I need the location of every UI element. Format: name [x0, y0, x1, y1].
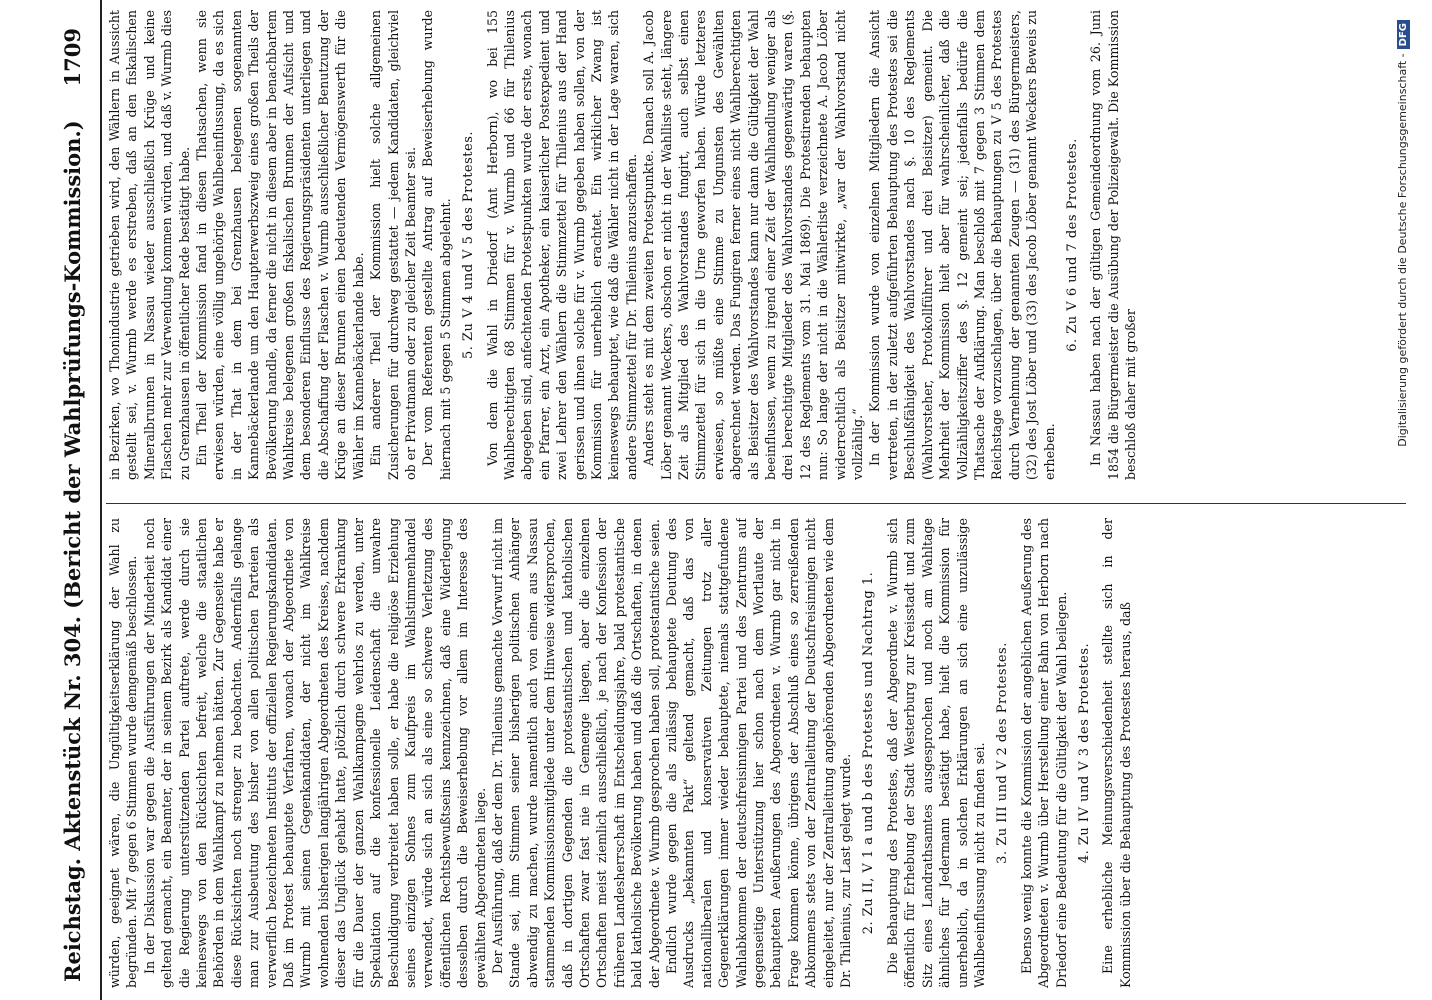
section-heading: 4. Zu IV und V 3 des Protestes. [1076, 642, 1092, 864]
paragraph: Anders steht es mit dem zweiten Protestpunkte. Danach soll A. Jacob Löber genannt Weckers, obschon er nicht in der Wahlliste steht, längere Zeit als Mitglied des Wahlvorstandes fungirt, auch selbst einen Stimmzettel für sich in die Urne geworfen haben. Würde letzteres erwiesen, so müßte eine Stimme zu Ungunsten des Gewählten abgerechnet werden. Das Fungiren ferner eines nicht Wahlberechtigten als Beisitzer des Wahlvorstandes kann nur dann die Gültigkeit der Wahl beeinflussen, wenn zu irgend einer Zeit der Wahlhandlung weniger als drei berechtigte Mitglieder des Wahlvorstandes gegenwärtig waren (§. 12 des Reglements vom 31. Mai 1869). Die Protestirenden behaupten nun: So lange der nicht in die Wählerliste verzeichnete A. Jacob Löber widerrechtlich als Beisitzer mitwirkte, „war der Wahlvorstand nicht vollzählig.“ [641, 10, 866, 480]
paragraph: Die Behauptung des Protestes, daß der Abgeordnete v. Wurmb sich öffentlich für Erhebung der Stadt Westerburg zur Kreisstadt und zum Sitz eines Landrathsamtes ausgesprochen und noch am Wahltage ähnliches für Jedermann bestätigt habe, hielt die Kommission für unerheblich, da in solchen Erklärungen an sich eine unzulässige Wahlbeeinflussung nicht zu finden sei. [884, 518, 987, 988]
paragraph: Der vom Referenten gestellte Antrag auf Beweiserhebung wurde hiernach mit 5 gegen 5 Stimmen abgelehnt. [420, 10, 453, 480]
credit-text: Digitalisierung gefördert durch die Deutsche Forschungsgemeinschaft - [1396, 53, 1409, 447]
running-title: Reichstag. Aktenstück Nr. 304. (Bericht der Wahlprüfungs-Kommission.) [60, 120, 85, 982]
paragraph: In der Kommission wurde von einzelnen Mitgliedern die Ansicht vertreten, in der zuletzt aufgeführten Behauptung des Protestes sei die Beschlußfähigkeit des Wahlvorstandes nach §. 10 des Reglements (Wahlvorsteher, Protokollführer und drei Beisitzer) gemeint. Die Mehrheit der Kommission hielt aber für wahrscheinlicher, daß die Vollzähligkeitsziffer des §. 12 gemeint sei; jedenfalls bedürfe die Thatsache der Aufklärung. Man beschloß mit 7 gegen 3 Stimmen dem Reichstage vorzuschlagen, über die Behauptungen zu V 5 des Protestes durch Vernehmung der genannten Zeugen — (31) des Bürgermeisters, (32) des Jost Löber und (33) des Jacob Löber genannt Weckers Beweis zu erheben. [867, 10, 1057, 480]
paragraph: Endlich wurde gegen die als zulässig behauptete Deutung des Ausdrucks „bekannten Pakt“ geltend gemacht, daß das von nationalliberalen und konservativen Zeitungen trotz aller Gegenerklärungen immer wieder behauptete, niemals stattgefundene Wahlabkommen der deutschfreisinnigen Partei und des Zentrums auf gegenseitige Unterstützung hier schon nach dem Wortlaute der behaupteten Aeußerungen des Abgeordneten v. Wurmb gar nicht in Frage kommen könne, übrigens der Abschluß eines so zerreißenden Abkommens stets von der Zentralleitung der Deutschfreisinnigen nicht eingeleitet, nur der Zentralleitung angehörenden Abgeordneten wie dem Dr. Thilenius, zur Last gelegt wurde. [664, 518, 854, 988]
paragraph: würden, geeignet wären, die Ungültigkeitserklärung der Wahl zu begründen. Mit 7 gegen 6 Stimmen wurde demgemäß beschlossen. [107, 518, 140, 988]
dfg-logo: DFG [1397, 20, 1410, 49]
section-heading: 5. Zu V 4 und V 5 des Protestes. [461, 130, 477, 360]
section-heading: 3. Zu III und V 2 des Protestes. [995, 642, 1011, 864]
right-column [106, 10, 1416, 480]
section-heading: 6. Zu V 6 und 7 des Protestes. [1064, 138, 1080, 352]
column-separator [106, 503, 1406, 504]
paragraph: In Nassau haben nach der gültigen Gemeindeordnung vom 26. Juni 1854 die Bürgermeister die Ausübung der Polizeigewalt. Die Kommission beschloß daher mit großer [1088, 10, 1139, 480]
section-heading: 2. Zu II, V 1 a und b des Protestes und Nachtrag 1. [861, 571, 877, 935]
header-rule [100, 0, 102, 1000]
digitization-credit [1396, 0, 1410, 1000]
paragraph: Ein anderer Theil der Kommission hielt solche allgemeinen Zusicherungen für durchweg gestattet — jedem Kandidaten, gleichviel ob er Privatmann oder zu gleicher Zeit Beamter sei. [368, 10, 418, 480]
page-header [56, 0, 96, 1000]
left-column [106, 518, 1416, 988]
paragraph: Von dem die Wahl in Driedorf (Amt Herborn), wo bei 155 Wahlberechtigten 68 Stimmen für v. Wurmb und 66 für Thilenius abgegeben sind, anfechtenden Protestpunkten wurde der erste, wonach ein Pfarrer, ein Arzt, ein Apotheker, ein kaiserlicher Postexpedient und zwei Lehrer den Wählern die Stimmzettel für Thilenius aus der Hand gerissen und ihnen solche für v. Wurmb gegeben haben sollen, von der Kommission für unerheblich erachtet. Ein wirklicher Zwang ist keineswegs behauptet, wie daß die Wähler nicht in der Lage waren, sich andere Stimmzettel für Dr. Thilenius anzuschaffen. [484, 10, 639, 480]
paragraph: Eine erhebliche Meinungsverschiedenheit stellte sich in der Kommission über die Behauptung des Protestes heraus, daß [1100, 518, 1133, 988]
paragraph: Der Ausführung, daß der dem Dr. Thilenius gemachte Vorwurf nicht im Stande sei, ihm Stimmen seiner bisherigen politischen Anhänger abwendig zu machen, wurde namentlich auch von einem aus Nassau stammenden Kommissionsmitgliede unter dem Hinweise widersprochen, daß in dortigen Gegenden die protestantischen und katholischen Ortschaften zwar fast nie in Gemenge liegen, aber die einzelnen Ortschaften meist ziemlich ausschließlich, je nach der Konfession der früheren Landesherrschaft im Entscheidungsjahre, bald protestantische bald katholische Bevölkerung haben und daß die Ortschaften, in denen der Abgeordnete v. Wurmb gesprochen haben soll, protestantische seien. [489, 518, 662, 988]
paragraph: In der Diskussion war gegen die Ausführungen der Minderheit noch geltend gemacht, ein Beamter, der in seinem Bezirk als Kandidat einer die Regierung unterstützenden Partei auftrete, werde durch sie keineswegs von den Rücksichten befreit, welche die staatlichen Behörden in dem Wahlkampf zu nehmen hätten. Zur Gegenseite habe er diese Rücksichten noch strenger zu beobachten. Andernfalls gelange man zur Ausbeutung des bisher von allen politischen Parteien als verwerflich bezeichneten Instituts der offiziellen Regierungskandidaten. Daß im Protest behauptete Verfahren, wonach der Abgeordnete von Wurmb mit seinen Gegenkandidaten, der nicht im Wahlkreise wohnenden bisherigen langjährigen Abgeordneten des Kreises, nachdem dieser das Unglück gehabt hatte, plötzlich durch schwere Erkrankung für die Dauer der ganzen Wahlkampagne wehrlos zu werden, unter Spekulation auf die konfessionelle Leidenschaft die unwahre Beschuldigung verbreitet haben solle, er habe die religiöse Erziehung seines einzigen Sohnes zum Kaufpreis im Wahlstimmenhandel verwendet, würde sich an sich als eine so schwere Verletzung des öffentlichen Rechtsbewußtseins kennzeichnen, daß eine Widerlegung desselben durch die Beweiserhebung vor allem im Interesse des gewählten Abgeordneten liege. [141, 518, 488, 988]
paragraph: Ebenso wenig konnte die Kommission der angeblichen Aeußerung des Abgeordneten v. Wurmb über Herstellung einer Bahn von Herborn nach Driedorf eine Bedeutung für die Gültigkeit der Wahl beilegen. [1018, 518, 1069, 988]
paragraph: in Bezirken, wo Thonindustrie getrieben wird, den Wählern in Aussicht gestellt sei, v. Wurmb werde es erstreben, daß an den fiskalischen Mineralbrunnen in Nassau wieder ausschließlich Krüge und keine Flaschen mehr zur Verwendung kommen würden, und daß v. Wurmb dies zu Grenzhausen in öffentlicher Rede bestätigt habe. [107, 10, 192, 480]
page-number: 1709 [60, 28, 85, 87]
paragraph: Ein Theil der Kommission fand in diesen Thatsachen, wenn sie erwiesen würden, eine völlig ungehörige Wahlbeeinflussung, da es sich in der That in dem bei Grenzhausen belegenen sogenannten Kannebäckerlande um den Haupterwerbszweig eines großen Theils der Bevölkerung handle, da ferner die nicht in diesem aber in benachbartem Wahlkreise belegenen großen fiskalischen Brunnen der Aufsicht und dem besonderen Einflusse des Regierungspräsidenten unterliegen und die Abschaffung der Flaschen v. Wurmb ausschließlicher Benutzung der Krüge an dieser Brunnen einen bedeutenden Vermögenswerth für die Wähler im Kannebäckerlande habe. [194, 10, 366, 480]
